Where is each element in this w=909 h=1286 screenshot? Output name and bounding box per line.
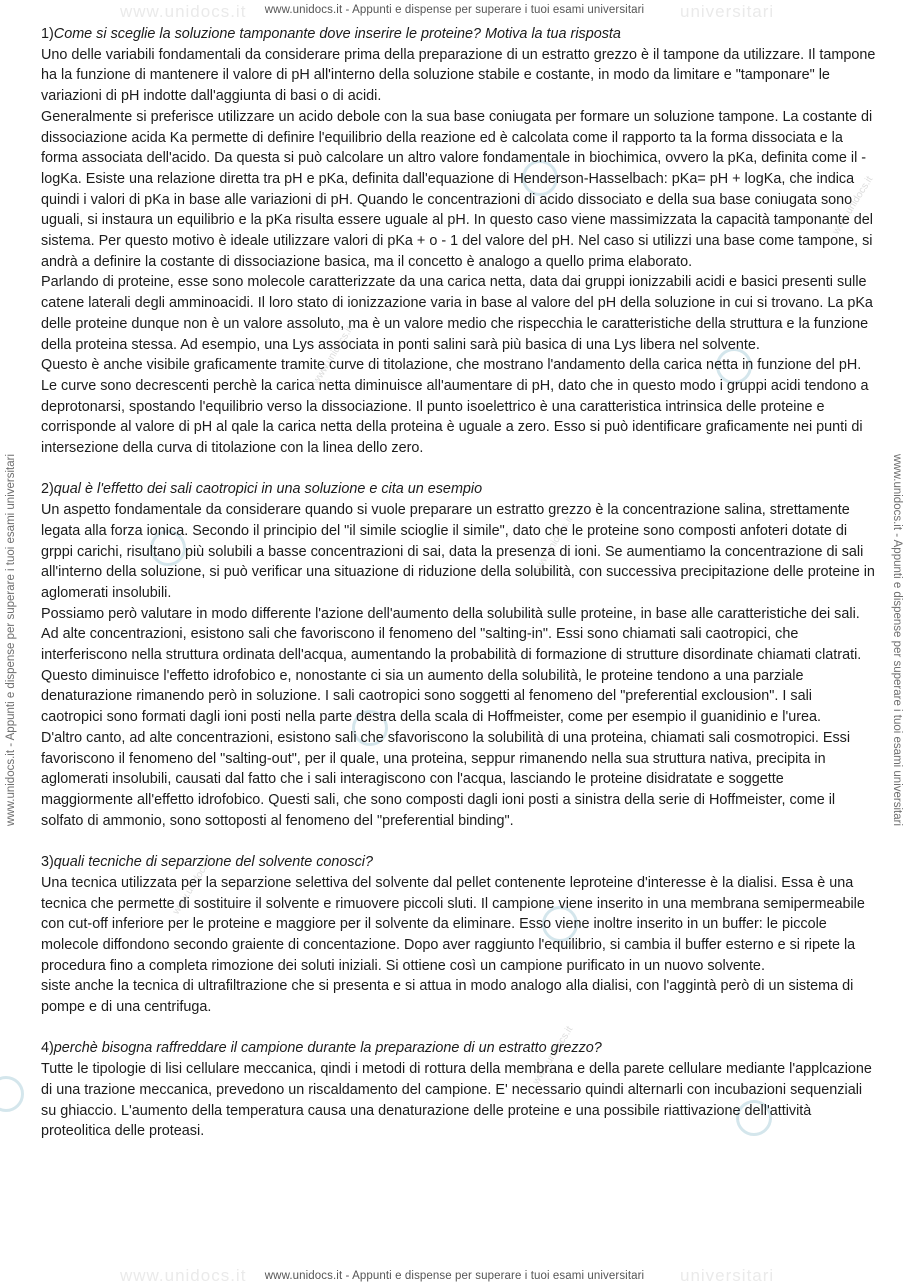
section-3: [41, 852, 876, 1018]
paragraph: Un aspetto fondamentale da considerare quando si vuole preparare un estratto grezzo è la concentrazione salina, strettamente legata alla forza ionica. Secondo il principio del "il simile scioglie il simile", dato che le proteine sono composti anfoteri dotate di grppi carichi, risultano più solubili a basse concentrazioni di sai, data la presenza di ioni. Se aumentiamo la concentrazione di sali all'interno della soluzione, si può verificar una situazione di riduzione della solubilità, con successiva precipitazione delle proteine in aglomerati insolubili.: [41, 502, 875, 601]
watermark-ghost-top-right: universitari: [680, 2, 775, 21]
footer-watermark: www.unidocs.it - Appunti e dispense per superare i tuoi esami universitari: [264, 1270, 645, 1282]
question-heading: [41, 1038, 876, 1059]
section-4: [41, 1038, 876, 1142]
paragraph: Questo è anche visibile graficamente tramite curve di titolazione, che mostrano l'andamento della carica netta in funzione del pH. Le curve sono decrescenti perchè la carica netta diminuisce all'aumentare di pH, dato che in questo modo i gruppi acidi tendono a deprotonarsi, spostando l'equilibrio verso la dissociazione. Il punto isoelettrico è una caratteristica intrinsica delle proteine e corrisponde al valore di pH al qale la carica netta della proteina è uguale a zero. Esso si può identificare graficamente nei punti di intersezione della curva di titolazione con la linea dello zero.: [41, 357, 869, 457]
question-number: 1): [41, 26, 54, 42]
paragraph: Generalmente si preferisce utilizzare un acido debole con la sua base coniugata per formare un soluzione tampone. La costante di dissociazione acida Ka permette di definire l'equilibrio della reazione ed è calcolata come il rapporto ta la forma dissociata e la forma associata dell'acido. Da questa si può calcolare un altro valore fondamentale in biochimica, ovvero la pKa, definita come il -logKa. Esiste una relazione diretta tra pH e pKa, definita dall'equazione di Henderson-Hasselbach: pKa= pH + logKa, che indica quindi i valori di pKa in base alle variazioni di pH. Quando le concentrazioni di acido dissociato e della sua base coniugata sono uguali, si instaura un equilibrio e la pKa risulta essere uguale al pH. In questo caso viene massimizzata la capacità tamponante del sistema. Per questo motivo è ideale utilizzare valori di pKa + o - 1 del valore del pH. Nel caso si utilizzi una base come tampone, si andrà a definire la costante di dissociazione basica, ma il concetto è analogo a quello prima elaborato.: [41, 108, 873, 270]
watermark-ghost-top-left: www.unidocs.it: [120, 2, 247, 21]
question-heading: [41, 24, 876, 45]
paragraph: Uno delle variabili fondamentali da considerare prima della preparazione di un estratto grezzo è il tampone da utilizzare. Il tampone ha la funzione di mantenere il valore di pH all'interno della soluzione stabile e costante, in modo da limitare e "tamponare" le variazioni di pH indotte dall'aggiunta di basi o di acidi.: [41, 46, 876, 105]
question-heading: [41, 479, 876, 500]
paragraph: Ad alte concentrazioni, esistono sali che favoriscono il fenomeno del "salting-in". Essi sono chiamati sali caotropici, che interferiscono nella struttura ordinata dell'acqua, aumentando la probabilità di formazione di strutture disordinate chiamati clatrati. Questo diminuisce l'effetto idrofobico e, nonostante ci sia un aumento della solubilità, le proteine tendono a una parziale denaturazione rimanendo però in soluzione. I sali caotropici sono soggetti al fenomeno del "preferential exclousion". I sali caotropici sono formati dagli ioni posti nella parte destra della scala di Hoffmeister, come per esempio il guanidinio e l'urea.: [41, 626, 862, 726]
watermark-diagonal: www.unidocs.it: [170, 854, 216, 917]
document-body: [41, 24, 876, 1142]
paragraph: Una tecnica utilizzata per la separzione selettiva del solvente dal pellet contenente leproteine d'interesse è la dialisi. Essa è una tecnica che permette di sostituire il solvente e rimuovere piccoli sluti. Il campione viene inserito in una membrana semipermeabile con cut-off inferiore per le proteine e maggiore per il solvente da eliminare. Esso viene inoltre inserito in un buffer: le piccole molecole diffondono secondo graiente di concentazione. Dopo aver raggiunto l'equilibrio, si cambia il buffer esterno e si ripete la procedura fino a completa rimozione dei soluti iniziali. Si ottiene così un campione purificato in un nuovo solvente.: [41, 874, 865, 974]
watermark-diagonal: www.unidocs.it: [530, 1024, 576, 1087]
watermark-ghost-bottom-left: www.unidocs.it: [120, 1266, 247, 1285]
watermark-diagonal: www.unidocs.it: [310, 324, 356, 387]
watermark-diagonal: www.unidocs.it: [830, 174, 876, 237]
question-text: perchè bisogna raffreddare il campione durante la preparazione di un estratto grezzo?: [53, 1040, 602, 1057]
watermark-diagonal: www.unidocs.it: [530, 514, 576, 577]
question-heading: [41, 852, 876, 873]
section-1: [41, 24, 876, 459]
watermark-logo-icon: [0, 1076, 24, 1112]
question-text: quali tecniche di separzione del solvente conosci?: [53, 854, 373, 871]
question-number: 2): [41, 481, 54, 498]
paragraph: siste anche la tecnica di ultrafiltrazione che si presenta e si attua in modo analogo alla dialisi, con l'aggintà però di un sistema di pompe e di una centrifuga.: [41, 978, 854, 1016]
header-watermark: www.unidocs.it - Appunti e dispense per superare i tuoi esami universitari: [264, 4, 645, 16]
paragraph: Possiamo però valutare in modo differente l'azione dell'aumento della solubilità sulle proteine, in base alle caratteristiche dei sali.: [41, 605, 860, 622]
paragraph: Parlando di proteine, esse sono molecole caratterizzate da una carica netta, data dai gruppi ionizzabili acidi e basici presenti sulle catene laterali degli amminoacidi. Il loro stato di ionizzazione varia in base al valore del pH della soluzione in cui si trovano. La pKa delle proteine dunque non è un valore assoluto, ma è un valore medio che rispecchia le caratteristiche della struttura e la funzione della proteina stessa. Ad esempio, una Lys associata in ponti salini sarà più basica di una Lys libera nel solvente.: [41, 274, 873, 353]
question-text: qual è l'effetto dei sali caotropici in una soluzione e cita un esempio: [53, 481, 483, 498]
question-text: Come si sceglie la soluzione tamponante dove inserire le proteine? Motiva la tua risposta: [53, 26, 621, 42]
section-2: [41, 479, 876, 831]
side-watermark-left-text: www.unidocs.it - Appunti e dispense per superare i tuoi esami universitari: [5, 453, 17, 827]
question-number: 3): [41, 854, 54, 871]
question-number: 4): [41, 1040, 54, 1057]
side-watermark-right-text: www.unidocs.it - Appunti e dispense per superare i tuoi esami universitari: [891, 453, 903, 827]
watermark-ghost-bottom-right: universitari: [680, 1266, 775, 1285]
paragraph: D'altro canto, ad alte concentrazioni, esistono sali che sfavoriscono la solubilità di una proteina, chiamati sali cosmotropici. Essi favoriscono il fenomeno del "salting-out", per il quale, una proteina, seppur rimanendo nella sua struttura nativa, precipita in aglomerati insolubili, causati dal fatto che i sali interagiscono con l'acqua, lasciando le proteine disidratate e soggette maggiormente all'effetto idrofobico. Questi sali, che sono composti dagli ioni posti a sinistra della serie di Hoffmeister, come il solfato di ammonio, sono sottoposti al fenomeno del "preferential binding".: [41, 729, 851, 829]
paragraph: Tutte le tipologie di lisi cellulare meccanica, qindi i metodi di rottura della membrana e della parete cellulare mediante l'applcazione di una trazione meccanica, prevedono un riscaldamento del campione. E' necessario quindi alternarli con incubazioni sequenziali su ghiaccio. L'aumento della temperatura causa una denaturazione delle proteine e una possibile riattivazione dell'attività proteolitica delle proteasi.: [41, 1061, 872, 1140]
